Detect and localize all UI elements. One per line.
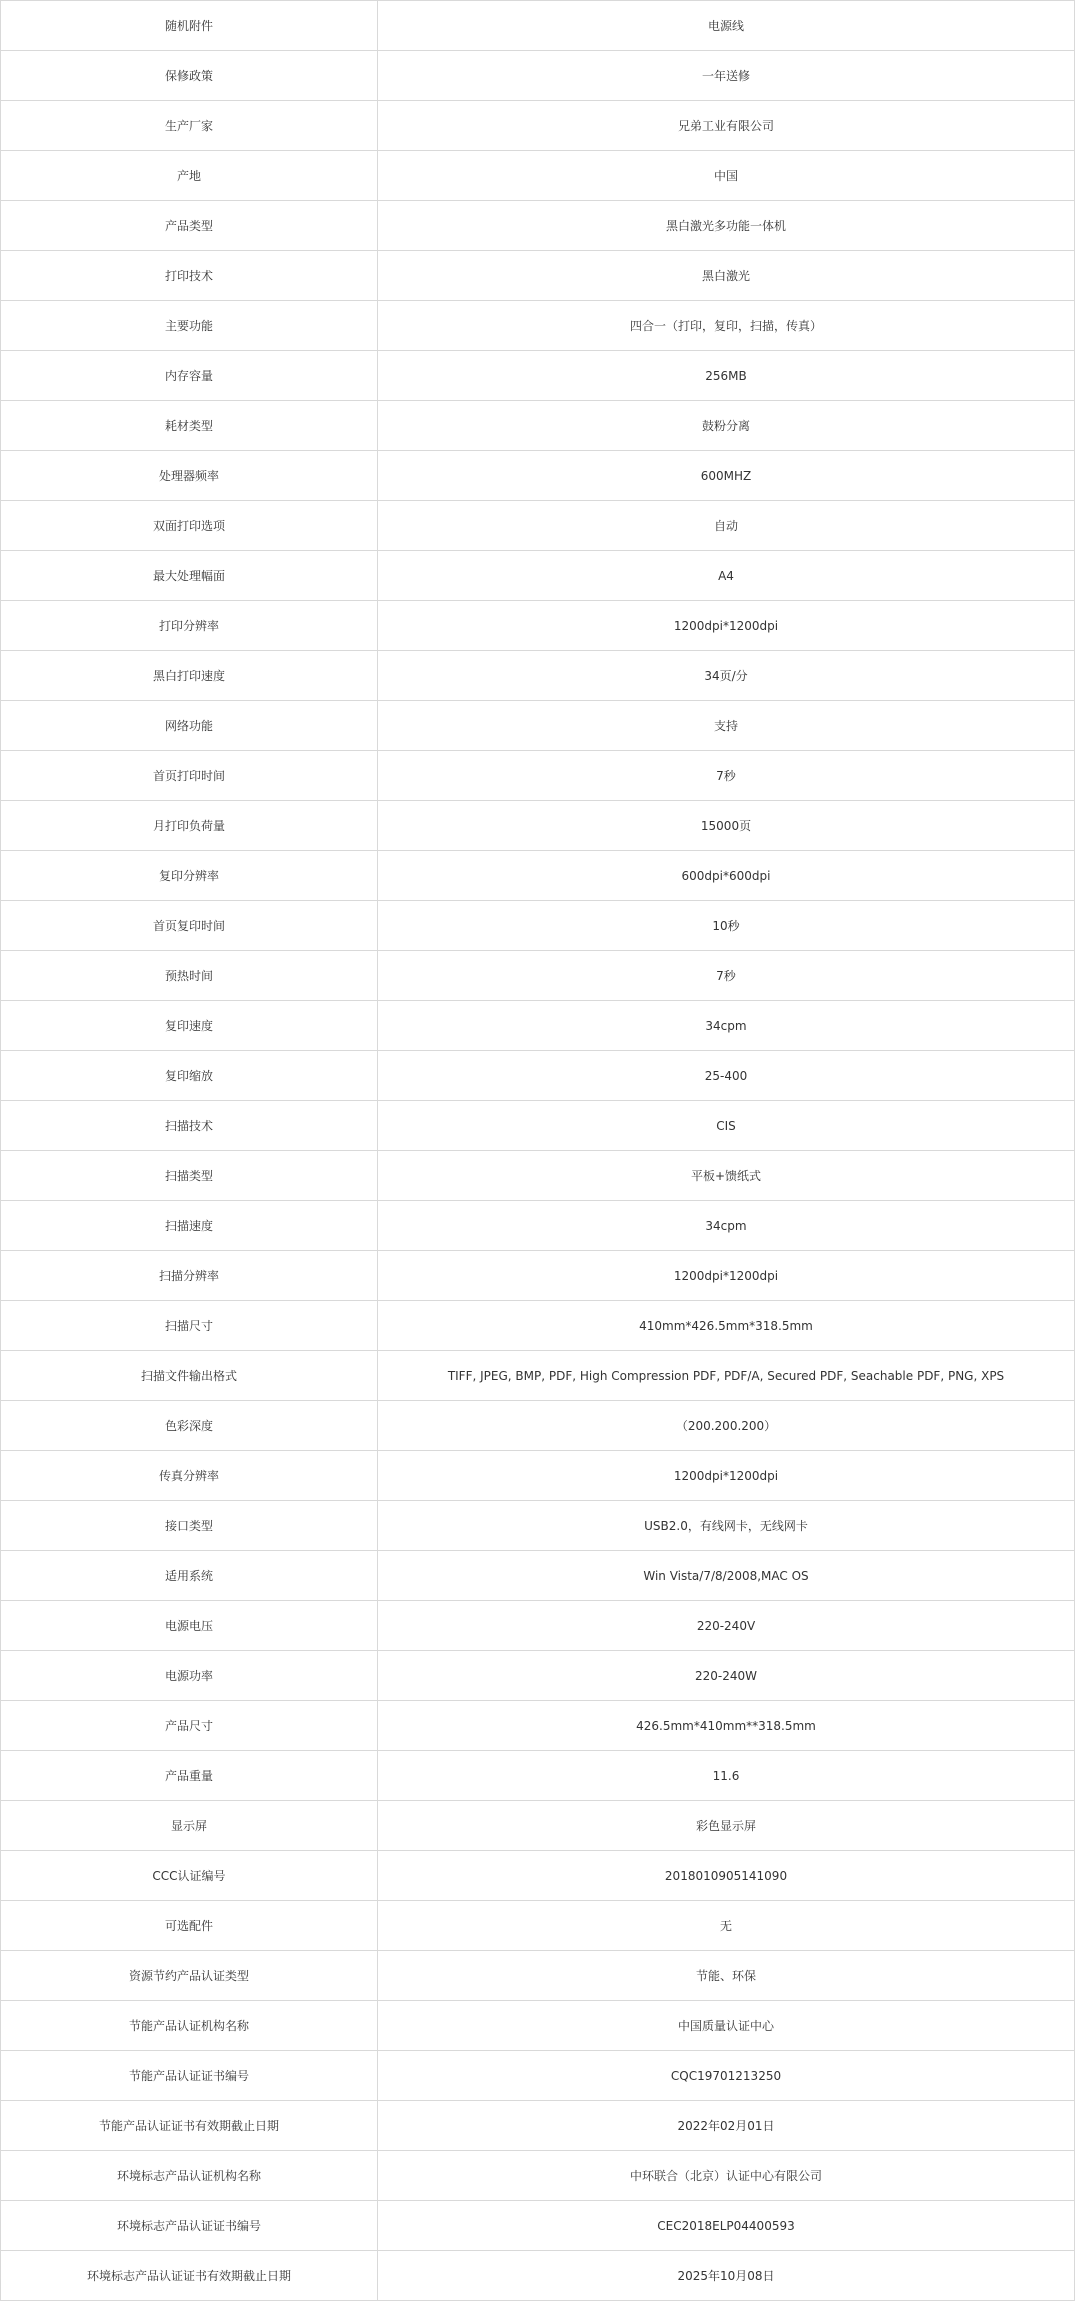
spec-label: 电源电压 [1,1601,378,1651]
table-row [1,1251,1075,1301]
spec-value: 410mm*426.5mm*318.5mm [378,1301,1075,1351]
table-row [1,301,1075,351]
spec-label: 黑白打印速度 [1,651,378,701]
spec-label: 首页复印时间 [1,901,378,951]
spec-value: 34页/分 [378,651,1075,701]
spec-value: 15000页 [378,801,1075,851]
spec-value: CEC2018ELP04400593 [378,2201,1075,2251]
table-row [1,1851,1075,1901]
spec-label: 节能产品认证证书有效期截止日期 [1,2101,378,2151]
spec-label: 打印分辨率 [1,601,378,651]
spec-label: 扫描分辨率 [1,1251,378,1301]
spec-label: 接口类型 [1,1501,378,1551]
spec-label: 环境标志产品认证机构名称 [1,2151,378,2201]
table-row [1,1201,1075,1251]
spec-value: 1200dpi*1200dpi [378,601,1075,651]
spec-label: 扫描技术 [1,1101,378,1151]
spec-label: 扫描类型 [1,1151,378,1201]
spec-label: 生产厂家 [1,101,378,151]
spec-value: 1200dpi*1200dpi [378,1451,1075,1501]
table-row [1,501,1075,551]
table-row [1,1,1075,51]
table-row [1,2151,1075,2201]
spec-value: 黑白激光 [378,251,1075,301]
table-row [1,201,1075,251]
spec-value: 7秒 [378,751,1075,801]
spec-value: 34cpm [378,1201,1075,1251]
spec-value: 节能、环保 [378,1951,1075,2001]
spec-value: 平板+馈纸式 [378,1151,1075,1201]
table-row [1,1301,1075,1351]
spec-value: 一年送修 [378,51,1075,101]
spec-value: 中国 [378,151,1075,201]
spec-label: 节能产品认证证书编号 [1,2051,378,2101]
spec-value: 600dpi*600dpi [378,851,1075,901]
table-row [1,401,1075,451]
spec-label: 产品类型 [1,201,378,251]
spec-label: 资源节约产品认证类型 [1,1951,378,2001]
spec-value: 11.6 [378,1751,1075,1801]
spec-label: 复印速度 [1,1001,378,1051]
table-row [1,951,1075,1001]
spec-value: 自动 [378,501,1075,551]
spec-value: 中环联合（北京）认证中心有限公司 [378,2151,1075,2201]
table-row [1,1051,1075,1101]
spec-value: 600MHZ [378,451,1075,501]
table-row [1,1001,1075,1051]
table-row [1,2051,1075,2101]
spec-label: 产品尺寸 [1,1701,378,1751]
spec-value: 34cpm [378,1001,1075,1051]
table-row [1,701,1075,751]
table-row [1,1701,1075,1751]
table-row [1,1151,1075,1201]
table-row [1,601,1075,651]
spec-label: 节能产品认证机构名称 [1,2001,378,2051]
spec-value: CQC19701213250 [378,2051,1075,2101]
spec-label: 显示屏 [1,1801,378,1851]
spec-value: 220-240V [378,1601,1075,1651]
table-row [1,751,1075,801]
spec-table-body [1,1,1075,2301]
spec-value: 四合一（打印，复印，扫描，传真） [378,301,1075,351]
table-row [1,2201,1075,2251]
spec-value: A4 [378,551,1075,601]
spec-label: 适用系统 [1,1551,378,1601]
spec-label: 扫描尺寸 [1,1301,378,1351]
spec-label: 月打印负荷量 [1,801,378,851]
table-row [1,101,1075,151]
table-row [1,151,1075,201]
spec-label: 耗材类型 [1,401,378,451]
table-row [1,1651,1075,1701]
spec-value: 支持 [378,701,1075,751]
spec-value: TIFF, JPEG, BMP, PDF, High Compression PDF, PDF/A, Secured PDF, Seachable PDF, PNG, XPS [378,1351,1075,1401]
spec-label: 环境标志产品认证证书编号 [1,2201,378,2251]
spec-label: 电源功率 [1,1651,378,1701]
spec-label: 双面打印选项 [1,501,378,551]
spec-value: 无 [378,1901,1075,1951]
table-row [1,851,1075,901]
table-row [1,651,1075,701]
spec-value: 鼓粉分离 [378,401,1075,451]
spec-value: 7秒 [378,951,1075,1001]
table-row [1,1451,1075,1501]
spec-value: CIS [378,1101,1075,1151]
spec-label: 保修政策 [1,51,378,101]
spec-value: 256MB [378,351,1075,401]
spec-value: 黑白激光多功能一体机 [378,201,1075,251]
table-row [1,2251,1075,2301]
spec-value: 电源线 [378,1,1075,51]
spec-value: Win Vista/7/8/2008,MAC OS [378,1551,1075,1601]
table-row [1,2101,1075,2151]
table-row [1,51,1075,101]
table-row [1,251,1075,301]
spec-label: 内存容量 [1,351,378,401]
spec-label: 主要功能 [1,301,378,351]
spec-value: 中国质量认证中心 [378,2001,1075,2051]
spec-label: 预热时间 [1,951,378,1001]
table-row [1,1601,1075,1651]
table-row [1,2001,1075,2051]
spec-value: 彩色显示屏 [378,1801,1075,1851]
table-row [1,1551,1075,1601]
spec-label: CCC认证编号 [1,1851,378,1901]
spec-value: USB2.0，有线网卡，无线网卡 [378,1501,1075,1551]
table-row [1,1801,1075,1851]
table-row [1,1401,1075,1451]
spec-label: 首页打印时间 [1,751,378,801]
spec-label: 打印技术 [1,251,378,301]
spec-label: 复印分辨率 [1,851,378,901]
table-row [1,1951,1075,2001]
spec-value: 2022年02月01日 [378,2101,1075,2151]
spec-label: 产品重量 [1,1751,378,1801]
spec-label: 色彩深度 [1,1401,378,1451]
table-row [1,801,1075,851]
spec-value: 1200dpi*1200dpi [378,1251,1075,1301]
spec-value: 2025年10月08日 [378,2251,1075,2301]
spec-label: 扫描速度 [1,1201,378,1251]
table-row [1,1751,1075,1801]
spec-value: （200.200.200） [378,1401,1075,1451]
spec-label: 随机附件 [1,1,378,51]
spec-label: 最大处理幅面 [1,551,378,601]
table-row [1,451,1075,501]
spec-label: 产地 [1,151,378,201]
table-row [1,901,1075,951]
table-row [1,351,1075,401]
spec-value: 2018010905141090 [378,1851,1075,1901]
spec-value: 兄弟工业有限公司 [378,101,1075,151]
table-row [1,1351,1075,1401]
spec-label: 复印缩放 [1,1051,378,1101]
spec-value: 25-400 [378,1051,1075,1101]
spec-label: 可选配件 [1,1901,378,1951]
spec-label: 处理器频率 [1,451,378,501]
spec-label: 环境标志产品认证证书有效期截止日期 [1,2251,378,2301]
spec-label: 传真分辨率 [1,1451,378,1501]
table-row [1,1901,1075,1951]
spec-value: 10秒 [378,901,1075,951]
spec-value: 426.5mm*410mm**318.5mm [378,1701,1075,1751]
spec-label: 扫描文件输出格式 [1,1351,378,1401]
table-row [1,551,1075,601]
spec-value: 220-240W [378,1651,1075,1701]
table-row [1,1501,1075,1551]
spec-label: 网络功能 [1,701,378,751]
table-row [1,1101,1075,1151]
